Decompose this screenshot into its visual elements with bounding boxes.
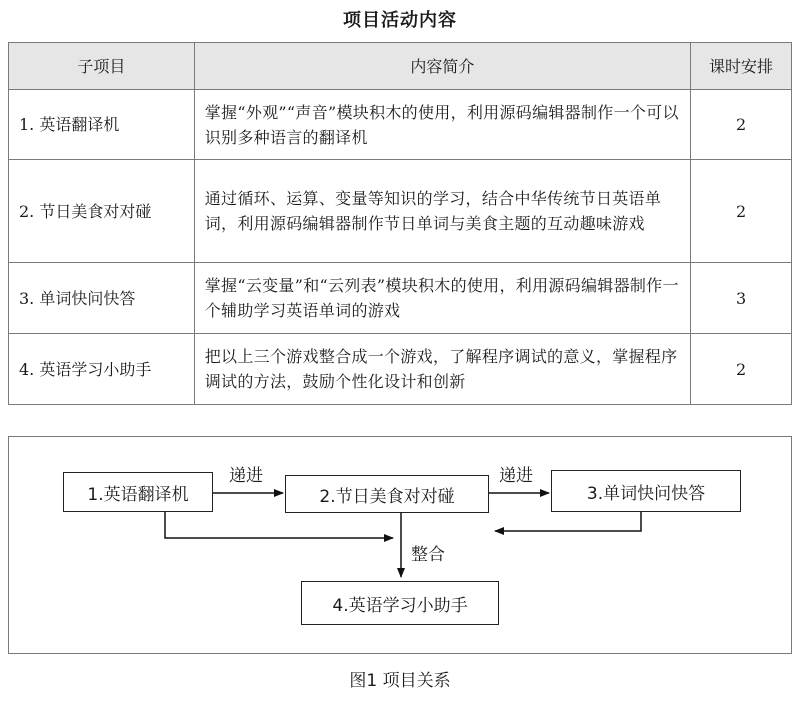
merge-line-right (495, 512, 641, 531)
table-row (9, 160, 792, 263)
header-description: 内容简介 (194, 43, 690, 90)
project-table (8, 42, 792, 405)
table-row (9, 334, 792, 405)
row-name: 3. 单词快问快答 (9, 263, 195, 334)
node-word-quiz: 3.单词快问快答 (551, 470, 741, 512)
node-translator: 1.英语翻译机 (63, 472, 213, 512)
table-header-row (9, 43, 792, 90)
header-hours: 课时安排 (691, 43, 792, 90)
row-description: 掌握“云变量”和“云列表”模块积木的使用，利用源码编辑器制作一个辅助学习英语单词的游戏 (194, 263, 690, 334)
table-row (9, 263, 792, 334)
label-integration: 整合 (411, 545, 445, 565)
row-description: 把以上三个游戏整合成一个游戏，了解程序调试的意义，掌握程序调试的方法，鼓励个性化设计和创新 (194, 334, 690, 405)
row-name: 4. 英语学习小助手 (9, 334, 195, 405)
row-description: 通过循环、运算、变量等知识的学习，结合中华传统节日英语单词，利用源码编辑器制作节日单词与美食主题的互动趣味游戏 (194, 160, 690, 263)
row-hours: 3 (691, 263, 792, 334)
table-title: 项目活动内容 (343, 10, 457, 31)
label-progression-2: 递进 (499, 466, 533, 486)
row-hours: 2 (691, 90, 792, 160)
row-hours: 2 (691, 160, 792, 263)
figure-caption: 图1 项目关系 (349, 671, 451, 691)
project-relation-diagram (8, 436, 792, 654)
row-hours: 2 (691, 334, 792, 405)
row-description: 掌握“外观”“声音”模块积木的使用，利用源码编辑器制作一个可以识别多种语言的翻译机 (194, 90, 690, 160)
node-english-helper: 4.英语学习小助手 (301, 581, 499, 625)
node-festival-food: 2.节日美食对对碰 (285, 475, 489, 513)
label-progression-1: 递进 (229, 466, 263, 486)
table-row (9, 90, 792, 160)
row-name: 1. 英语翻译机 (9, 90, 195, 160)
merge-line-left (165, 512, 393, 538)
header-subproject: 子项目 (9, 43, 195, 90)
row-name: 2. 节日美食对对碰 (9, 160, 195, 263)
